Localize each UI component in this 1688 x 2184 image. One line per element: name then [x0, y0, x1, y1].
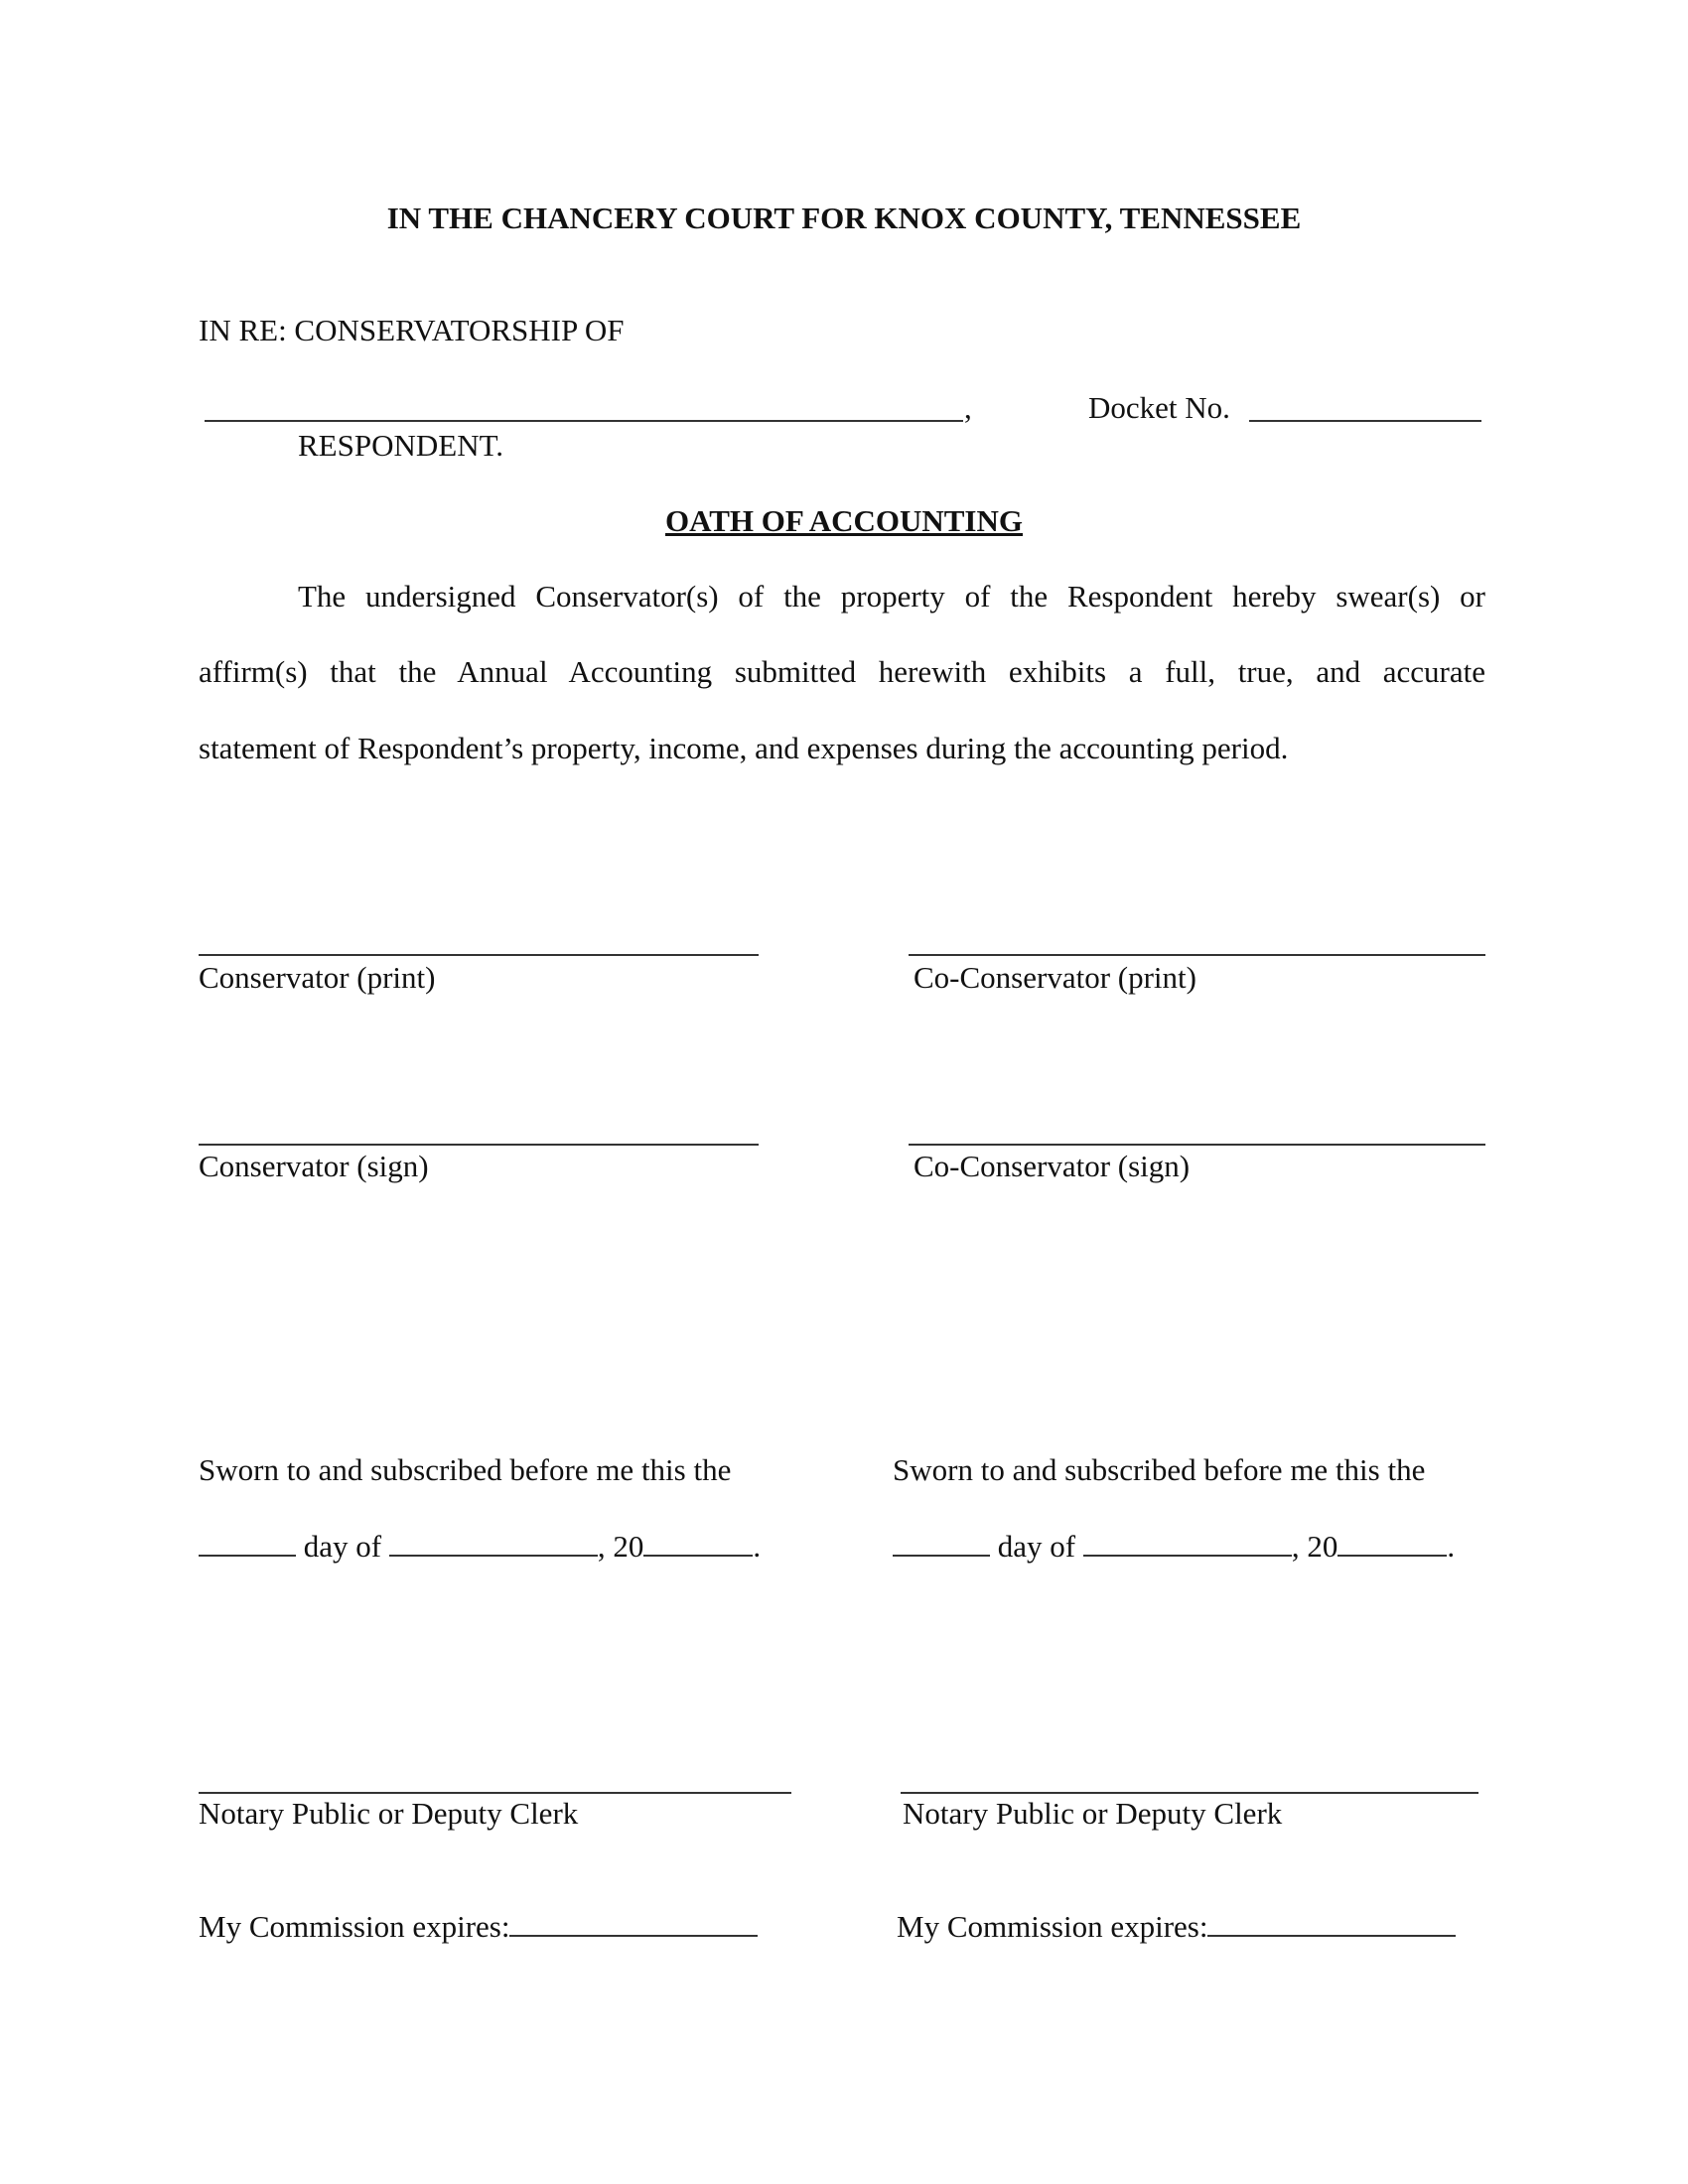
commission-label-right: My Commission expires: [897, 1909, 1208, 1944]
co-conservator-sign-label: Co-Conservator (sign) [914, 1149, 1191, 1183]
sworn-text-left: Sworn to and subscribed before me this the [199, 1452, 732, 1487]
document-title: OATH OF ACCOUNTING [665, 503, 1023, 538]
year-field-left[interactable] [643, 1531, 753, 1557]
conservator-sign-line[interactable] [199, 1144, 759, 1146]
body-line-1-text: The undersigned Conservator(s) of the property of the Respondent hereby swear(s) or [298, 579, 1485, 614]
month-field-left[interactable] [389, 1531, 598, 1557]
notary-label-right: Notary Public or Deputy Clerk [903, 1796, 1283, 1831]
day-field-right[interactable] [893, 1531, 990, 1557]
commission-label-left: My Commission expires: [199, 1909, 510, 1944]
co-conservator-print-label: Co-Conservator (print) [914, 960, 1196, 995]
notary-sign-line-left[interactable] [199, 1792, 791, 1794]
day-field-left[interactable] [199, 1531, 296, 1557]
body-line-2: affirm(s) that the Annual Accounting submitted herewith exhibits a full, true, and accurate [199, 654, 1485, 689]
notary-sign-line-right[interactable] [901, 1792, 1478, 1794]
docket-number-field[interactable] [1249, 420, 1481, 422]
month-field-right[interactable] [1083, 1531, 1292, 1557]
year-prefix-left: , 20 [597, 1529, 644, 1564]
docket-label: Docket No. [1088, 390, 1230, 425]
in-re-caption: IN RE: CONSERVATORSHIP OF [199, 313, 625, 347]
commission-line-right [897, 1909, 1456, 1945]
period-left: . [753, 1529, 762, 1564]
sworn-text-right: Sworn to and subscribed before me this the [893, 1452, 1426, 1487]
day-of-label-right: day of [997, 1529, 1076, 1564]
respondent-label: RESPONDENT. [298, 428, 503, 463]
year-field-right[interactable] [1337, 1531, 1447, 1557]
conservator-print-label: Conservator (print) [199, 960, 436, 995]
commission-line-left [199, 1909, 758, 1945]
commission-date-field-right[interactable] [1207, 1911, 1456, 1937]
year-prefix-right: , 20 [1291, 1529, 1338, 1564]
notary-label-left: Notary Public or Deputy Clerk [199, 1796, 579, 1831]
conservator-sign-label: Conservator (sign) [199, 1149, 429, 1183]
name-line-comma: , [964, 390, 972, 425]
body-paragraph-line-1 [298, 579, 1485, 614]
conservator-print-line[interactable] [199, 954, 759, 956]
day-of-line-left [199, 1529, 761, 1565]
day-of-label-left: day of [303, 1529, 382, 1564]
court-heading: IN THE CHANCERY COURT FOR KNOX COUNTY, TENNESSEE [386, 201, 1302, 235]
respondent-name-field[interactable] [205, 420, 963, 422]
period-right: . [1447, 1529, 1456, 1564]
commission-date-field-left[interactable] [509, 1911, 758, 1937]
co-conservator-sign-line[interactable] [909, 1144, 1485, 1146]
body-line-3: statement of Respondent’s property, income, and expenses during the accounting period. [199, 731, 1289, 765]
co-conservator-print-line[interactable] [909, 954, 1485, 956]
day-of-line-right [893, 1529, 1455, 1565]
